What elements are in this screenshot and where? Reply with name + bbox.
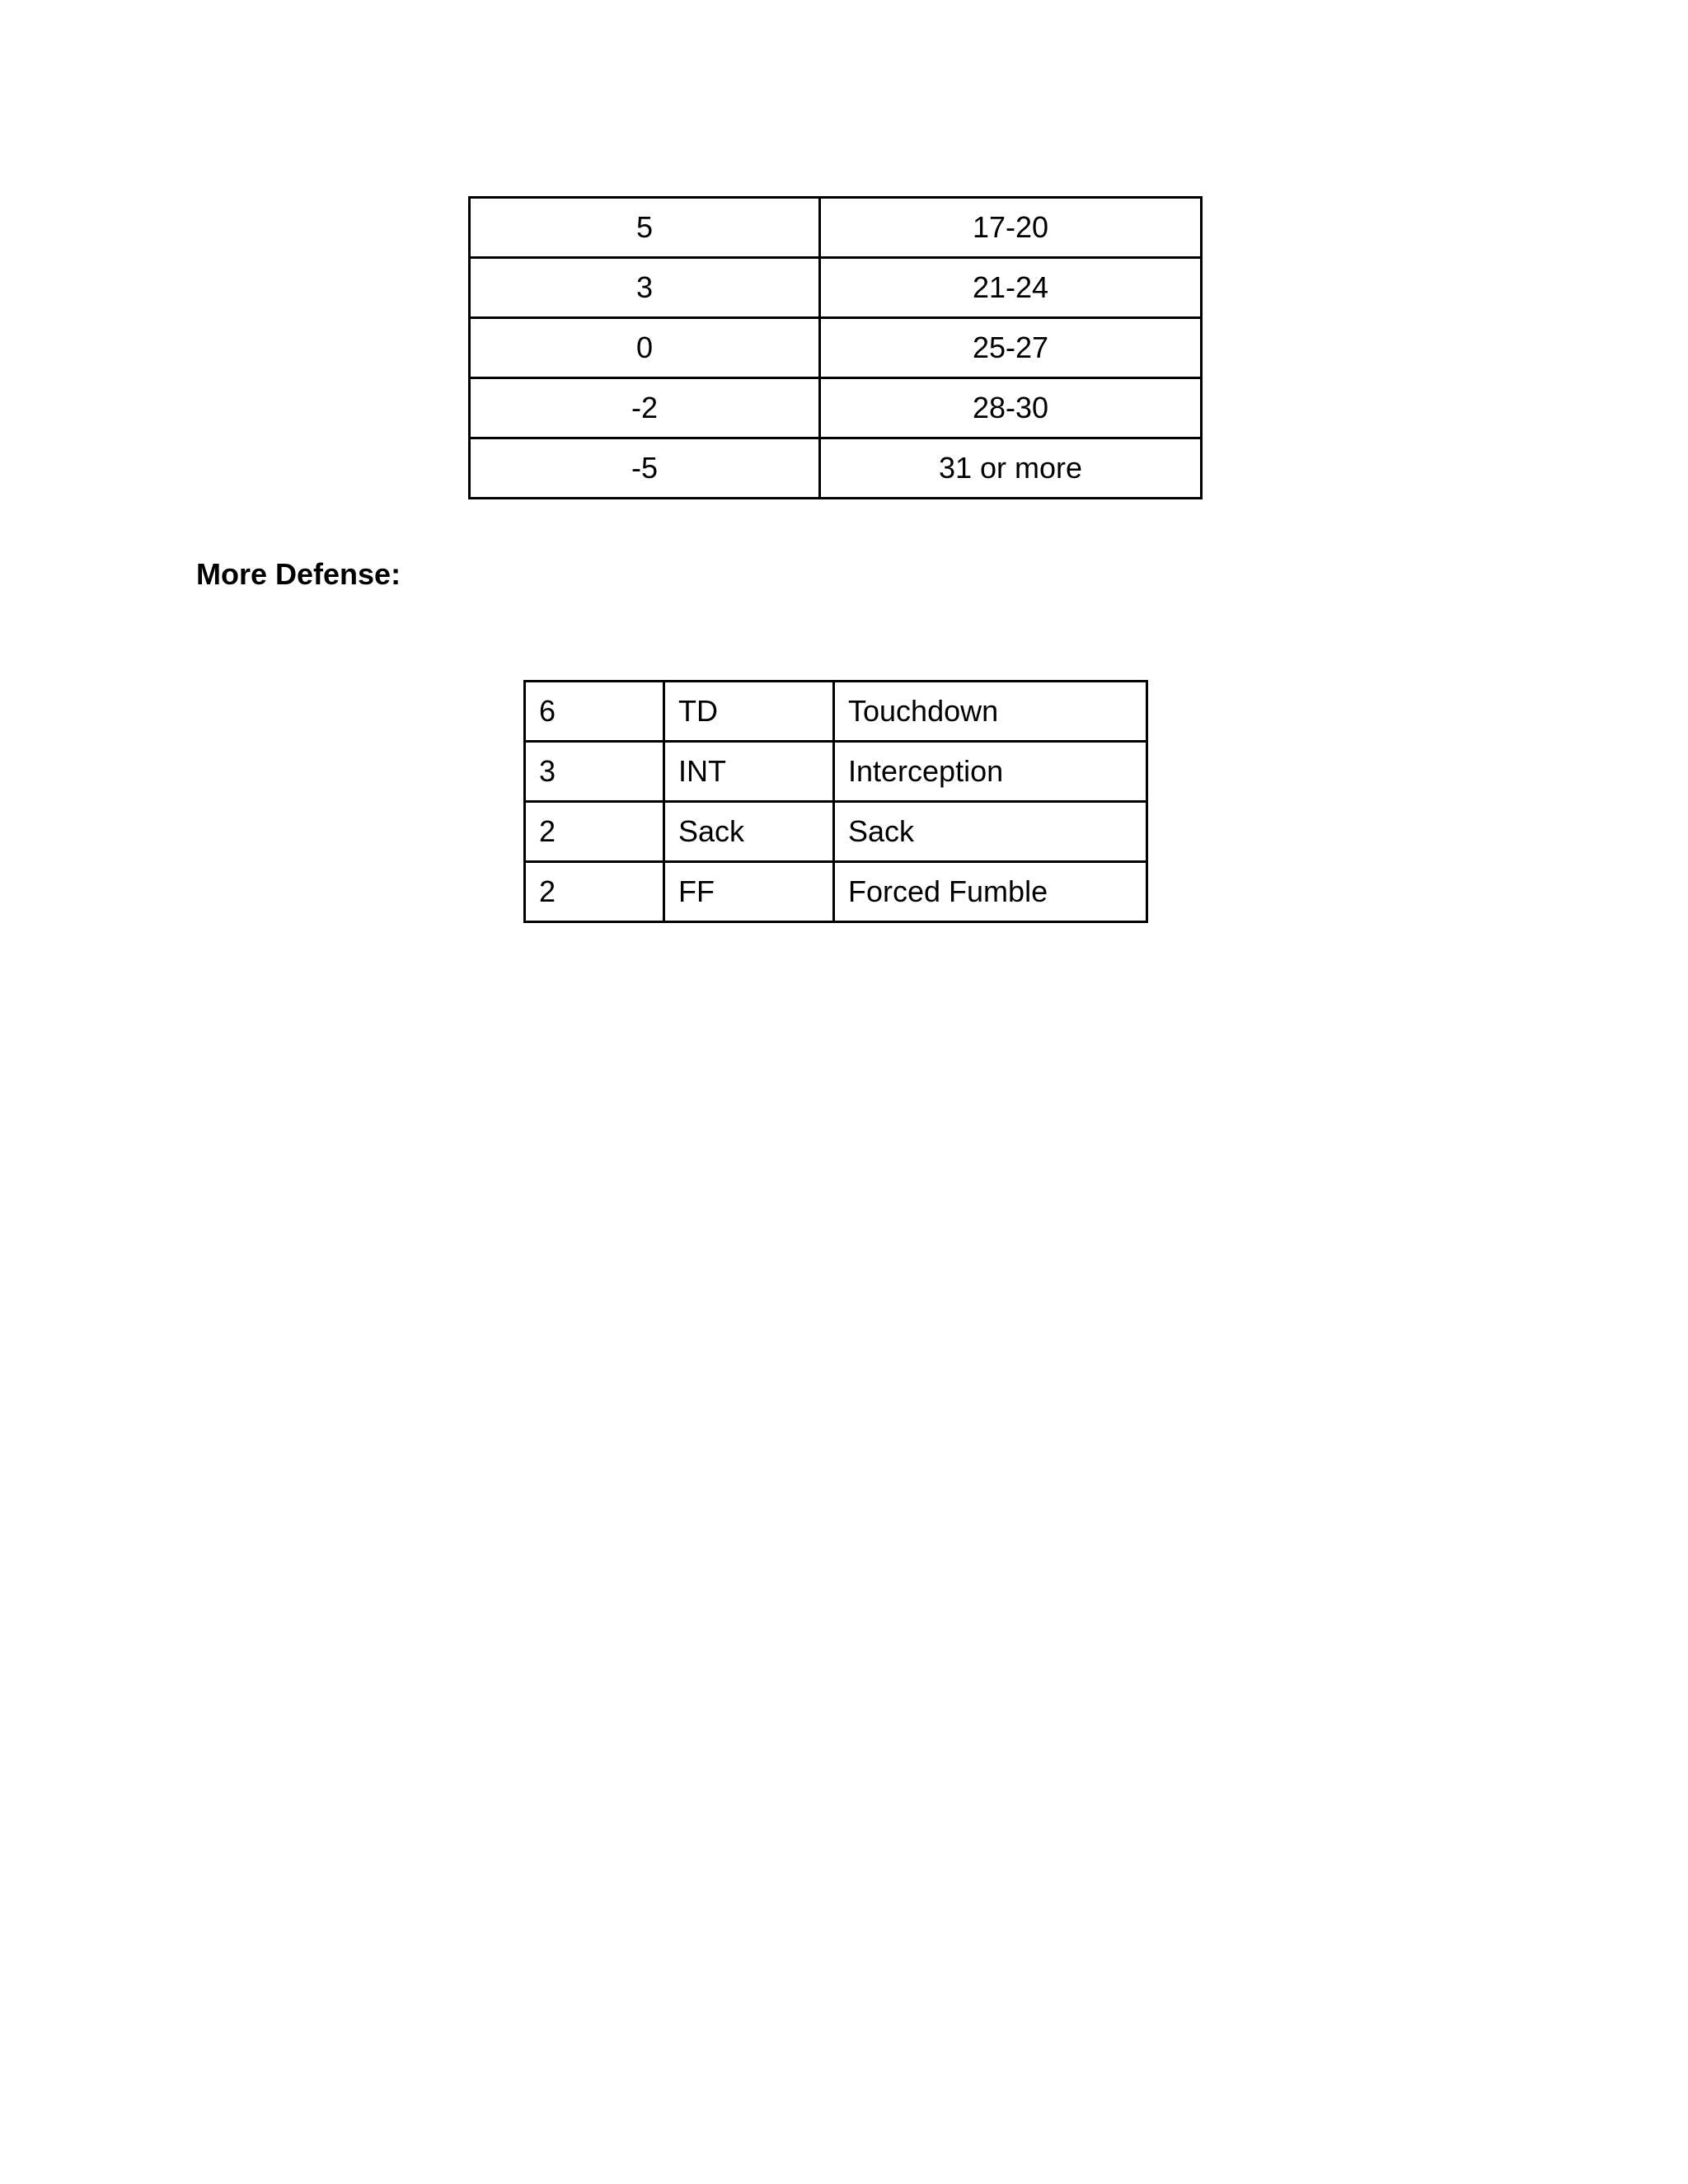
table-row: [470, 318, 1202, 378]
description-cell: Interception: [834, 742, 1147, 802]
abbreviation-cell: TD: [664, 682, 834, 742]
description-cell: Sack: [834, 802, 1147, 862]
range-cell: 25-27: [820, 318, 1202, 378]
points-cell: 3: [525, 742, 664, 802]
points-cell: -5: [470, 438, 820, 499]
points-cell: 3: [470, 258, 820, 318]
range-cell: 31 or more: [820, 438, 1202, 499]
description-cell: Touchdown: [834, 682, 1147, 742]
range-cell: 28-30: [820, 378, 1202, 438]
table-row: [470, 258, 1202, 318]
table-row: [525, 682, 1147, 742]
points-cell: 5: [470, 198, 820, 258]
description-cell: Forced Fumble: [834, 862, 1147, 922]
table-row: [470, 378, 1202, 438]
points-cell: 6: [525, 682, 664, 742]
range-cell: 17-20: [820, 198, 1202, 258]
abbreviation-cell: INT: [664, 742, 834, 802]
section-heading: More Defense:: [196, 557, 401, 591]
points-cell: 2: [525, 862, 664, 922]
points-allowed-table: [468, 196, 1203, 499]
points-cell: -2: [470, 378, 820, 438]
points-cell: 2: [525, 802, 664, 862]
points-cell: 0: [470, 318, 820, 378]
table-row: [525, 742, 1147, 802]
more-defense-table: [523, 680, 1148, 923]
range-cell: 21-24: [820, 258, 1202, 318]
table-row: [470, 438, 1202, 499]
table-row: [525, 862, 1147, 922]
table-row: [525, 802, 1147, 862]
abbreviation-cell: Sack: [664, 802, 834, 862]
table-row: [470, 198, 1202, 258]
abbreviation-cell: FF: [664, 862, 834, 922]
